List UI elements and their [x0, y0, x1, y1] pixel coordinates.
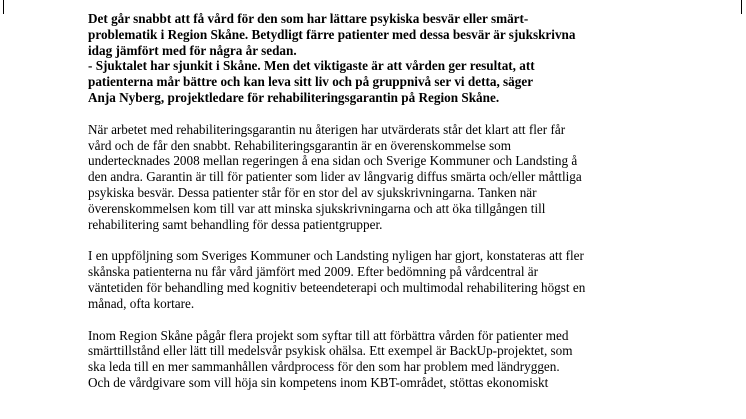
- text-line: rehabilitering samt behandling för dessa patientgrupper.: [88, 216, 383, 232]
- text-line: vård och de får den snabbt. Rehabiliteringsgarantin är en överenskommelse som: [88, 137, 511, 153]
- text-line: psykiska besvär. Dessa patienter står för en stor del av sjukskrivningarna. Tanken när: [88, 184, 537, 200]
- text-line: patienterna mår bättre och kan leva sitt liv och på gruppnivå ser vi detta, säger: [88, 74, 534, 90]
- text-line: idag jämfört med för några år sedan.: [88, 42, 297, 58]
- text-line: När arbetet med rehabiliteringsgarantin nu återigen har utvärderats står det klart att fler får: [88, 121, 566, 137]
- text-line: smärttillstånd eller lätt till medelsvår psykisk ohälsa. Ett exempel är BackUp-projektet, som: [88, 343, 573, 359]
- body-paragraph-3: [88, 328, 668, 391]
- text-line: problematik i Region Skåne. Betydligt färre patienter med dessa besvär är sjukskrivna: [88, 26, 576, 42]
- text-line: Anja Nyberg, projektledare för rehabiliteringsgarantin på Region Skåne.: [88, 89, 500, 105]
- text-line: undertecknades 2008 mellan regeringen å ena sidan och Sverige Kommuner och Landsting å: [88, 153, 578, 169]
- body-paragraph-1: [88, 122, 668, 233]
- text-line: skånska patienterna nu får vård jämfört med 2009. Efter bedömning på vårdcentral är: [88, 264, 539, 280]
- text-line: - Sjuktalet har sjunkit i Skåne. Men det viktigaste är att vården ger resultat, att: [88, 58, 535, 74]
- text-line: den andra. Garantin är till för patienter som lider av långvarig diffus smärta och/eller måttliga: [88, 169, 582, 185]
- text-line: väntetiden för behandling med kognitiv beteendeterapi och multimodal rehabilitering högst en: [88, 279, 586, 295]
- lead-paragraph: [88, 11, 668, 106]
- text-line: överenskommelsen kom till var att minska sjukskrivningarna och att öka tillgången till: [88, 200, 546, 216]
- body-paragraph-2: [88, 248, 668, 311]
- text-line: Det går snabbt att få vård för den som har lättare psykiska besvär eller smärt-: [88, 11, 529, 26]
- text-line: månad, ofta kortare.: [88, 295, 195, 311]
- text-line: ska leda till en mer sammanhållen vårdprocess för den som har problem med ländryggen.: [88, 359, 560, 375]
- document-body: [88, 11, 668, 407]
- page-border-left: [3, 0, 4, 14]
- text-line: Och de vårdgivare som vill höja sin kompetens inom KBT-området, stöttas ekonomiskt: [88, 374, 549, 390]
- page-border-right: [741, 0, 742, 14]
- text-line: Inom Region Skåne pågår flera projekt som syftar till att förbättra vården för patienter med: [88, 327, 569, 343]
- text-line: I en uppföljning som Sveriges Kommuner och Landsting nyligen har gjort, konstateras att fler: [88, 248, 584, 264]
